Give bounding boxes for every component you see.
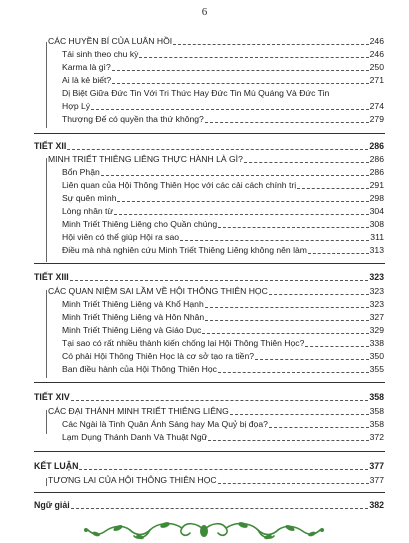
- toc-chapter[interactable]: TIẾT XIII 323: [34, 272, 384, 282]
- toc-entry[interactable]: Dị Biệt Giữa Đức Tin Với Tri Thức Hay Đức Tin Mù Quáng Và Đức Tin: [62, 88, 330, 98]
- divider: [34, 382, 385, 383]
- section-bracket: [46, 158, 47, 262]
- section-bracket: [46, 410, 47, 434]
- toc-entry[interactable]: Thượng Đế có quyền tha thứ không? 279: [62, 114, 384, 124]
- toc-entry[interactable]: Ai là kẻ biết? 271: [62, 75, 384, 85]
- toc-entry[interactable]: Hội viên có thể giúp Hội ra sao 311: [62, 232, 384, 242]
- toc-entry[interactable]: Bổn Phận 286: [62, 167, 384, 177]
- toc-entry[interactable]: Minh Triết Thiêng Liêng và Hôn Nhân 327: [62, 312, 384, 322]
- toc-entry[interactable]: Karma là gì? 250: [62, 62, 384, 72]
- toc-entry[interactable]: Lạm Dụng Thánh Danh Và Thuật Ngữ 372: [62, 432, 384, 442]
- toc-entry[interactable]: CÁC HUYỀN BÍ CỦA LUÂN HỒI 246: [48, 36, 384, 46]
- toc-chapter[interactable]: TIẾT XII 286: [34, 141, 384, 151]
- toc-entry[interactable]: Ban điều hành của Hội Thông Thiên Học 355: [62, 364, 384, 374]
- toc-entry[interactable]: Minh Triết Thiêng Liêng cho Quần chúng 308: [62, 219, 384, 229]
- section-bracket: [46, 42, 47, 128]
- divider: [34, 133, 385, 134]
- toc-entry[interactable]: Điều mà nhà nghiên cứu Minh Triết Thiêng Liêng không nên làm 313: [62, 245, 384, 255]
- divider: [34, 263, 385, 264]
- toc-entry[interactable]: Minh Triết Thiêng Liêng và Khổ Hạnh 323: [62, 299, 384, 309]
- toc-entry[interactable]: Lòng nhân từ 304: [62, 206, 384, 216]
- toc-entry[interactable]: Tái sinh theo chu kỳ 246: [62, 49, 384, 59]
- toc-entry[interactable]: MINH TRIẾT THIÊNG LIÊNG THỰC HÀNH LÀ GÌ? 286: [48, 154, 384, 164]
- toc-chapter[interactable]: KẾT LUẬN 377: [34, 461, 384, 471]
- toc-entry[interactable]: Các Ngài là Tinh Quân Ánh Sáng hay Ma Quỷ bị đọa? 358: [62, 419, 384, 429]
- divider: [34, 492, 385, 493]
- toc-entry[interactable]: Liên quan của Hội Thông Thiên Học với các cải cách chính trị 291: [62, 180, 384, 190]
- toc-entry[interactable]: Hợp Lý 274: [62, 101, 384, 111]
- toc-chapter[interactable]: TIẾT XIV 358: [34, 392, 384, 402]
- floral-ornament: [0, 518, 409, 543]
- toc-entry[interactable]: TƯƠNG LAI CỦA HỘI THÔNG THIÊN HỌC 377: [48, 475, 384, 485]
- toc-entry[interactable]: Sự quên mình 298: [62, 193, 384, 203]
- toc-chapter[interactable]: Ngữ giải 382: [34, 500, 384, 510]
- toc-entry[interactable]: Có phải Hội Thông Thiên Học là cơ sở tạo ra tiền? 350: [62, 351, 384, 361]
- toc-entry[interactable]: CÁC QUAN NIỆM SAI LẦM VỀ HỘI THÔNG THIÊN HỌC 323: [48, 286, 384, 296]
- toc-entry[interactable]: Minh Triết Thiêng Liêng và Giáo Dục 329: [62, 325, 384, 335]
- section-bracket: [46, 290, 47, 378]
- toc-entry[interactable]: Tại sao có rất nhiều thành kiến chống lại Hội Thông Thiên Học? 338: [62, 338, 384, 348]
- page-number: 6: [201, 6, 208, 18]
- toc-entry[interactable]: CÁC ĐẠI THÁNH MINH TRIẾT THIÊNG LIÊNG 358: [48, 406, 384, 416]
- divider: [34, 451, 385, 452]
- section-bracket: [46, 478, 47, 486]
